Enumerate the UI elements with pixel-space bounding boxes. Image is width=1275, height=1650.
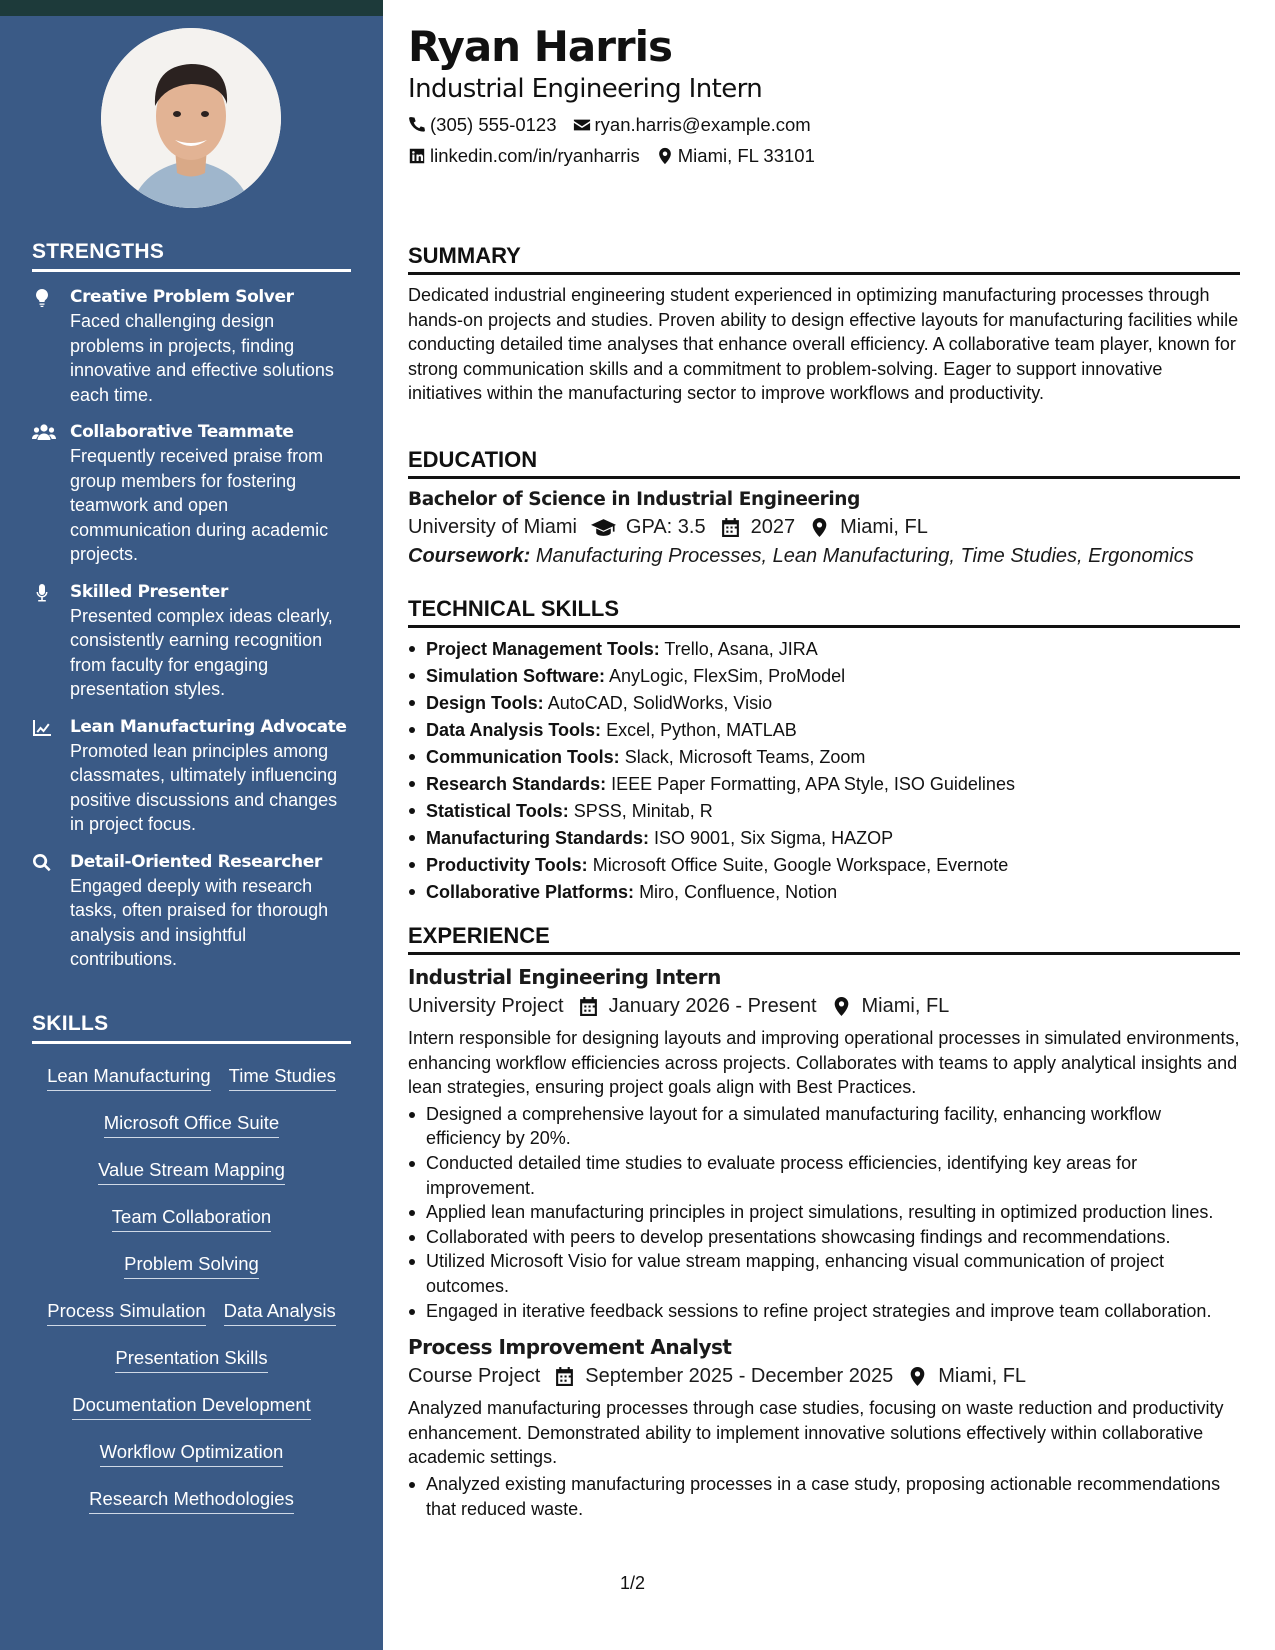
- strength-title: Skilled Presenter: [70, 581, 229, 602]
- strength-item: [32, 851, 351, 972]
- education-heading: EDUCATION: [408, 447, 1240, 479]
- map-pin-icon: [831, 996, 852, 1017]
- sidebar: [0, 0, 383, 1650]
- strength-item: [32, 581, 351, 702]
- school-name: University of Miami: [408, 516, 577, 538]
- job-entry: [408, 965, 1240, 1323]
- strength-description: Presented complex ideas clearly, consistently earning recognition from faculty for engaging presentation styles.: [70, 605, 333, 699]
- skill-values: AnyLogic, FlexSim, ProModel: [609, 666, 846, 686]
- map-pin-icon: [907, 1366, 928, 1387]
- skill-tag: Value Stream Mapping: [98, 1156, 285, 1185]
- skills-section: [32, 1012, 351, 1526]
- skill-category: Project Management Tools:: [426, 639, 660, 659]
- coursework-list: Manufacturing Processes, Lean Manufacturing, Time Studies, Ergonomics: [535, 545, 1194, 567]
- job-dates: September 2025 - December 2025: [585, 1365, 894, 1388]
- technical-skills-heading: TECHNICAL SKILLS: [408, 596, 1240, 628]
- profile-photo: [101, 28, 281, 208]
- education-meta: [408, 516, 1240, 539]
- list-item: Analyzed existing manufacturing processes in a case study, proposing actionable recommendations that reduced waste.: [408, 1472, 1240, 1521]
- summary-text: Dedicated industrial engineering student experienced in optimizing manufacturing processes through hands-on projects and studies. Proven ability to design effective layouts for manufacturing facilities while conducting detailed time analyses that enhance overall efficiency. A collaborative team player, known for strong communication skills and a commitment to problem-solving. Eager to support innovative initiatives within the manufacturing sector to improve workflows and productivity.: [408, 285, 1239, 404]
- skill-category: Manufacturing Standards:: [426, 828, 650, 848]
- strength-item: [32, 421, 351, 567]
- page-number: 1/2: [620, 1573, 646, 1593]
- job-bullets: [408, 1102, 1240, 1323]
- strength-title: Lean Manufacturing Advocate: [70, 716, 347, 737]
- skill-category: Productivity Tools:: [426, 855, 588, 875]
- calendar-icon: [720, 517, 741, 538]
- job-location: Miami, FL: [861, 995, 950, 1017]
- skill-tag: Documentation Development: [72, 1391, 311, 1420]
- strength-title: Collaborative Teammate: [70, 422, 294, 442]
- technical-skills-section: [408, 596, 1240, 906]
- coursework-line: [408, 545, 1240, 568]
- graduation-year: 2027: [750, 516, 796, 538]
- skill-values: Trello, Asana, JIRA: [664, 639, 818, 659]
- job-meta: [408, 1365, 1240, 1388]
- skill-values: SPSS, Minitab, R: [573, 801, 713, 821]
- strength-item: [32, 286, 351, 407]
- calendar-icon: [554, 1366, 575, 1387]
- job-description: Analyzed manufacturing processes through case studies, focusing on waste reduction and productivity enhancement. Demonstrated ability to implement innovative solutions effectively within collaborative academic settings.: [408, 1398, 1224, 1468]
- list-item: Conducted detailed time studies to evaluate process efficiencies, identifying key areas for improvement.: [408, 1151, 1240, 1200]
- skills-heading: SKILLS: [32, 1012, 351, 1044]
- skill-tag: Presentation Skills: [115, 1344, 267, 1373]
- job-location-item: [907, 1365, 1026, 1388]
- list-item: Engaged in iterative feedback sessions to refine project strategies and improve team collaboration.: [408, 1299, 1240, 1324]
- skill-tag: Process Simulation: [47, 1297, 205, 1326]
- list-item: [408, 852, 1240, 879]
- skill-tag: Data Analysis: [224, 1297, 336, 1326]
- list-item: [408, 690, 1240, 717]
- gpa-item: [591, 516, 706, 539]
- candidate-name: Ryan Harris: [408, 22, 673, 71]
- job-org: Course Project: [408, 1365, 541, 1388]
- education-section: [408, 447, 1240, 568]
- experience-section: [408, 923, 1240, 1521]
- graduation-cap-icon: [591, 517, 616, 538]
- list-item: [408, 663, 1240, 690]
- skill-tag: Research Methodologies: [89, 1485, 294, 1514]
- envelope-icon: [573, 116, 591, 134]
- job-meta: [408, 995, 1240, 1018]
- skill-values: Excel, Python, MATLAB: [606, 720, 797, 740]
- job-title: Industrial Engineering Intern: [408, 965, 721, 989]
- degree-title: Bachelor of Science in Industrial Engineering: [408, 489, 860, 510]
- calendar-icon: [578, 996, 599, 1017]
- skill-category: Simulation Software:: [426, 666, 606, 686]
- strength-description: Engaged deeply with research tasks, often praised for thorough analysis and insightful contributions.: [70, 875, 329, 969]
- summary-section: [408, 243, 1240, 406]
- job-entry: [408, 1335, 1240, 1521]
- users-icon: [32, 421, 70, 567]
- skill-category: Collaborative Platforms:: [426, 882, 635, 902]
- lightbulb-icon: [32, 286, 70, 407]
- summary-heading: SUMMARY: [408, 243, 1240, 275]
- skill-category: Research Standards:: [426, 774, 607, 794]
- job-dates-item: [578, 995, 817, 1018]
- linkedin-link[interactable]: linkedin.com/in/ryanharris: [430, 145, 640, 166]
- skill-category: Statistical Tools:: [426, 801, 569, 821]
- job-bullets: [408, 1472, 1240, 1521]
- linkedin-contact[interactable]: [408, 145, 640, 167]
- strengths-heading: STRENGTHS: [32, 240, 351, 272]
- microphone-icon: [32, 581, 70, 702]
- skill-tag: Team Collaboration: [112, 1203, 271, 1232]
- job-dates-item: [554, 1365, 893, 1388]
- education-location: Miami, FL: [840, 516, 928, 538]
- skill-values: Microsoft Office Suite, Google Workspace, Evernote: [592, 855, 1009, 875]
- skills-tag-list: [32, 1056, 351, 1526]
- list-item: Applied lean manufacturing principles in project simulations, resulting in optimized production lines.: [408, 1200, 1240, 1225]
- list-item: [408, 636, 1240, 663]
- job-org: University Project: [408, 995, 564, 1017]
- map-pin-icon: [656, 147, 674, 165]
- job-location-item: [831, 995, 950, 1018]
- strength-description: Promoted lean principles among classmates, ultimately influencing positive discussions and changes in project focus.: [70, 740, 338, 834]
- contact-row-2: [408, 145, 831, 167]
- strengths-section: [32, 240, 351, 972]
- list-item: [408, 798, 1240, 825]
- gpa-text: GPA: 3.5: [625, 516, 706, 538]
- search-icon: [32, 851, 70, 972]
- strength-description: Frequently received praise from group members for fostering teamwork and open communication during academic projects.: [70, 446, 329, 564]
- email-contact[interactable]: [573, 114, 811, 136]
- strength-item: [32, 716, 351, 837]
- skill-values: IEEE Paper Formatting, APA Style, ISO Guidelines: [611, 774, 1015, 794]
- list-item: Collaborated with peers to develop presentations showcasing findings and recommendations.: [408, 1225, 1240, 1250]
- job-location: Miami, FL: [938, 1365, 1027, 1388]
- contact-row-1: [408, 114, 827, 136]
- list-item: Utilized Microsoft Visio for value stream mapping, enhancing visual communication of project outcomes.: [408, 1249, 1240, 1298]
- list-item: [408, 879, 1240, 906]
- strength-title: Detail-Oriented Researcher: [70, 851, 322, 872]
- job-title: Process Improvement Analyst: [408, 1335, 732, 1360]
- location-contact: [656, 145, 815, 167]
- skill-category: Design Tools:: [426, 693, 544, 713]
- job-description: Intern responsible for designing layouts and improving operational processes in simulated environments, enhancing workflow efficiencies across projects. Collaborates with teams to apply analytical insights and lean strategies, ensuring project goals align with Best Practices.: [408, 1028, 1240, 1098]
- chart-line-icon: [32, 716, 70, 837]
- skill-category: Data Analysis Tools:: [426, 720, 602, 740]
- list-item: [408, 744, 1240, 771]
- location-text: Miami, FL 33101: [677, 145, 815, 166]
- education-location-item: [809, 516, 928, 539]
- candidate-role: Industrial Engineering Intern: [408, 74, 763, 104]
- list-item: [408, 717, 1240, 744]
- strength-title: Creative Problem Solver: [70, 287, 294, 307]
- email-link[interactable]: ryan.harris@example.com: [594, 114, 811, 135]
- experience-heading: EXPERIENCE: [408, 923, 1240, 955]
- phone-text: (305) 555-0123: [430, 114, 557, 135]
- phone-icon: [408, 116, 426, 134]
- skill-category: Communication Tools:: [426, 747, 620, 767]
- skill-values: ISO 9001, Six Sigma, HAZOP: [654, 828, 894, 848]
- skill-values: Slack, Microsoft Teams, Zoom: [624, 747, 866, 767]
- sidebar-top-bar: [0, 0, 383, 16]
- skill-values: AutoCAD, SolidWorks, Visio: [547, 693, 773, 713]
- linkedin-icon: [408, 147, 426, 165]
- map-pin-icon: [809, 517, 830, 538]
- year-item: [720, 516, 796, 539]
- list-item: [408, 771, 1240, 798]
- list-item: Designed a comprehensive layout for a simulated manufacturing facility, enhancing workflow efficiency by 20%.: [408, 1102, 1240, 1151]
- skill-tag: Time Studies: [229, 1062, 336, 1091]
- list-item: [408, 825, 1240, 852]
- strength-description: Faced challenging design problems in projects, finding innovative and effective solutions each time.: [70, 311, 334, 405]
- skill-values: Miro, Confluence, Notion: [639, 882, 838, 902]
- skill-tag: Lean Manufacturing: [47, 1062, 211, 1091]
- technical-skills-list: [408, 636, 1240, 906]
- skill-tag: Microsoft Office Suite: [104, 1109, 279, 1138]
- coursework-label: Coursework:: [408, 545, 531, 567]
- skill-tag: Problem Solving: [124, 1250, 259, 1279]
- profile-photo-image: [101, 28, 281, 208]
- skill-tag: Workflow Optimization: [100, 1438, 284, 1467]
- phone-contact: [408, 114, 557, 136]
- job-dates: January 2026 - Present: [608, 995, 817, 1017]
